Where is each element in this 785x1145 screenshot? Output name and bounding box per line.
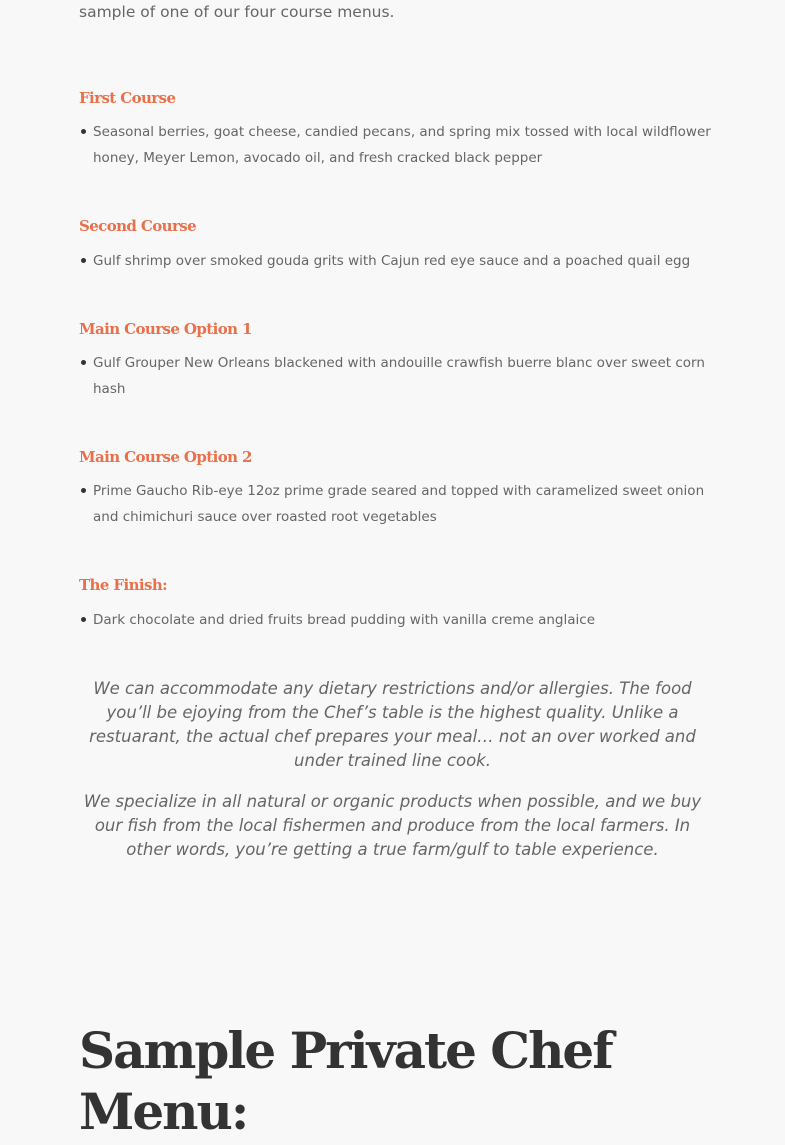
course-item-text: Seasonal berries, goat cheese, candied pecans, and spring mix tossed with local wildflower honey, Meyer Lemon, avocado oil, and fresh cracked black pepper [93, 124, 711, 166]
course-heading-second: Second Course [79, 217, 197, 235]
dietary-note: We can accommodate any dietary restrictions and/or allergies. The food you’ll be ejoying from the Chef’s table is the highest quality. Unlike a restuarant, the actual chef prepares your meal… not an over worked and under trained line cook. [89, 679, 696, 770]
bullet-icon [81, 617, 86, 622]
section-title: Sample Private Chef Menu: [79, 1021, 612, 1141]
course-list-main-1 [79, 350, 723, 402]
course-list-main-2 [79, 478, 723, 530]
bullet-icon [81, 258, 86, 263]
course-heading-main-1: Main Course Option 1 [79, 320, 252, 338]
course-item-text: Prime Gaucho Rib-eye 12oz prime grade seared and topped with caramelized sweet onion and chimichuri sauce over roasted root vegetables [93, 483, 705, 525]
course-list-finish [79, 607, 723, 633]
list-item [93, 350, 723, 402]
course-item-text: Dark chocolate and dried fruits bread pudding with vanilla creme anglaice [93, 612, 596, 628]
course-heading-main-2: Main Course Option 2 [79, 448, 252, 466]
list-item [93, 248, 723, 274]
bullet-icon [81, 360, 86, 365]
intro-text: sample of one of our four course menus. [79, 3, 395, 21]
list-item [93, 607, 723, 633]
course-item-text: Gulf Grouper New Orleans blackened with andouille crawfish buerre blanc over sweet corn hash [93, 355, 705, 397]
bullet-icon [81, 129, 86, 134]
course-list-first [79, 119, 723, 171]
bullet-icon [81, 488, 86, 493]
course-heading-first: First Course [79, 89, 176, 107]
list-item [93, 478, 723, 530]
list-item [93, 119, 723, 171]
course-list-second [79, 248, 723, 274]
course-heading-finish: The Finish: [79, 576, 168, 594]
course-item-text: Gulf shrimp over smoked gouda grits with Cajun red eye sauce and a poached quail egg [93, 253, 691, 269]
sourcing-note: We specialize in all natural or organic products when possible, and we buy our fish from the local fishermen and produce from the local farmers. In other words, you’re getting a true farm/gulf to table experience. [83, 792, 702, 859]
